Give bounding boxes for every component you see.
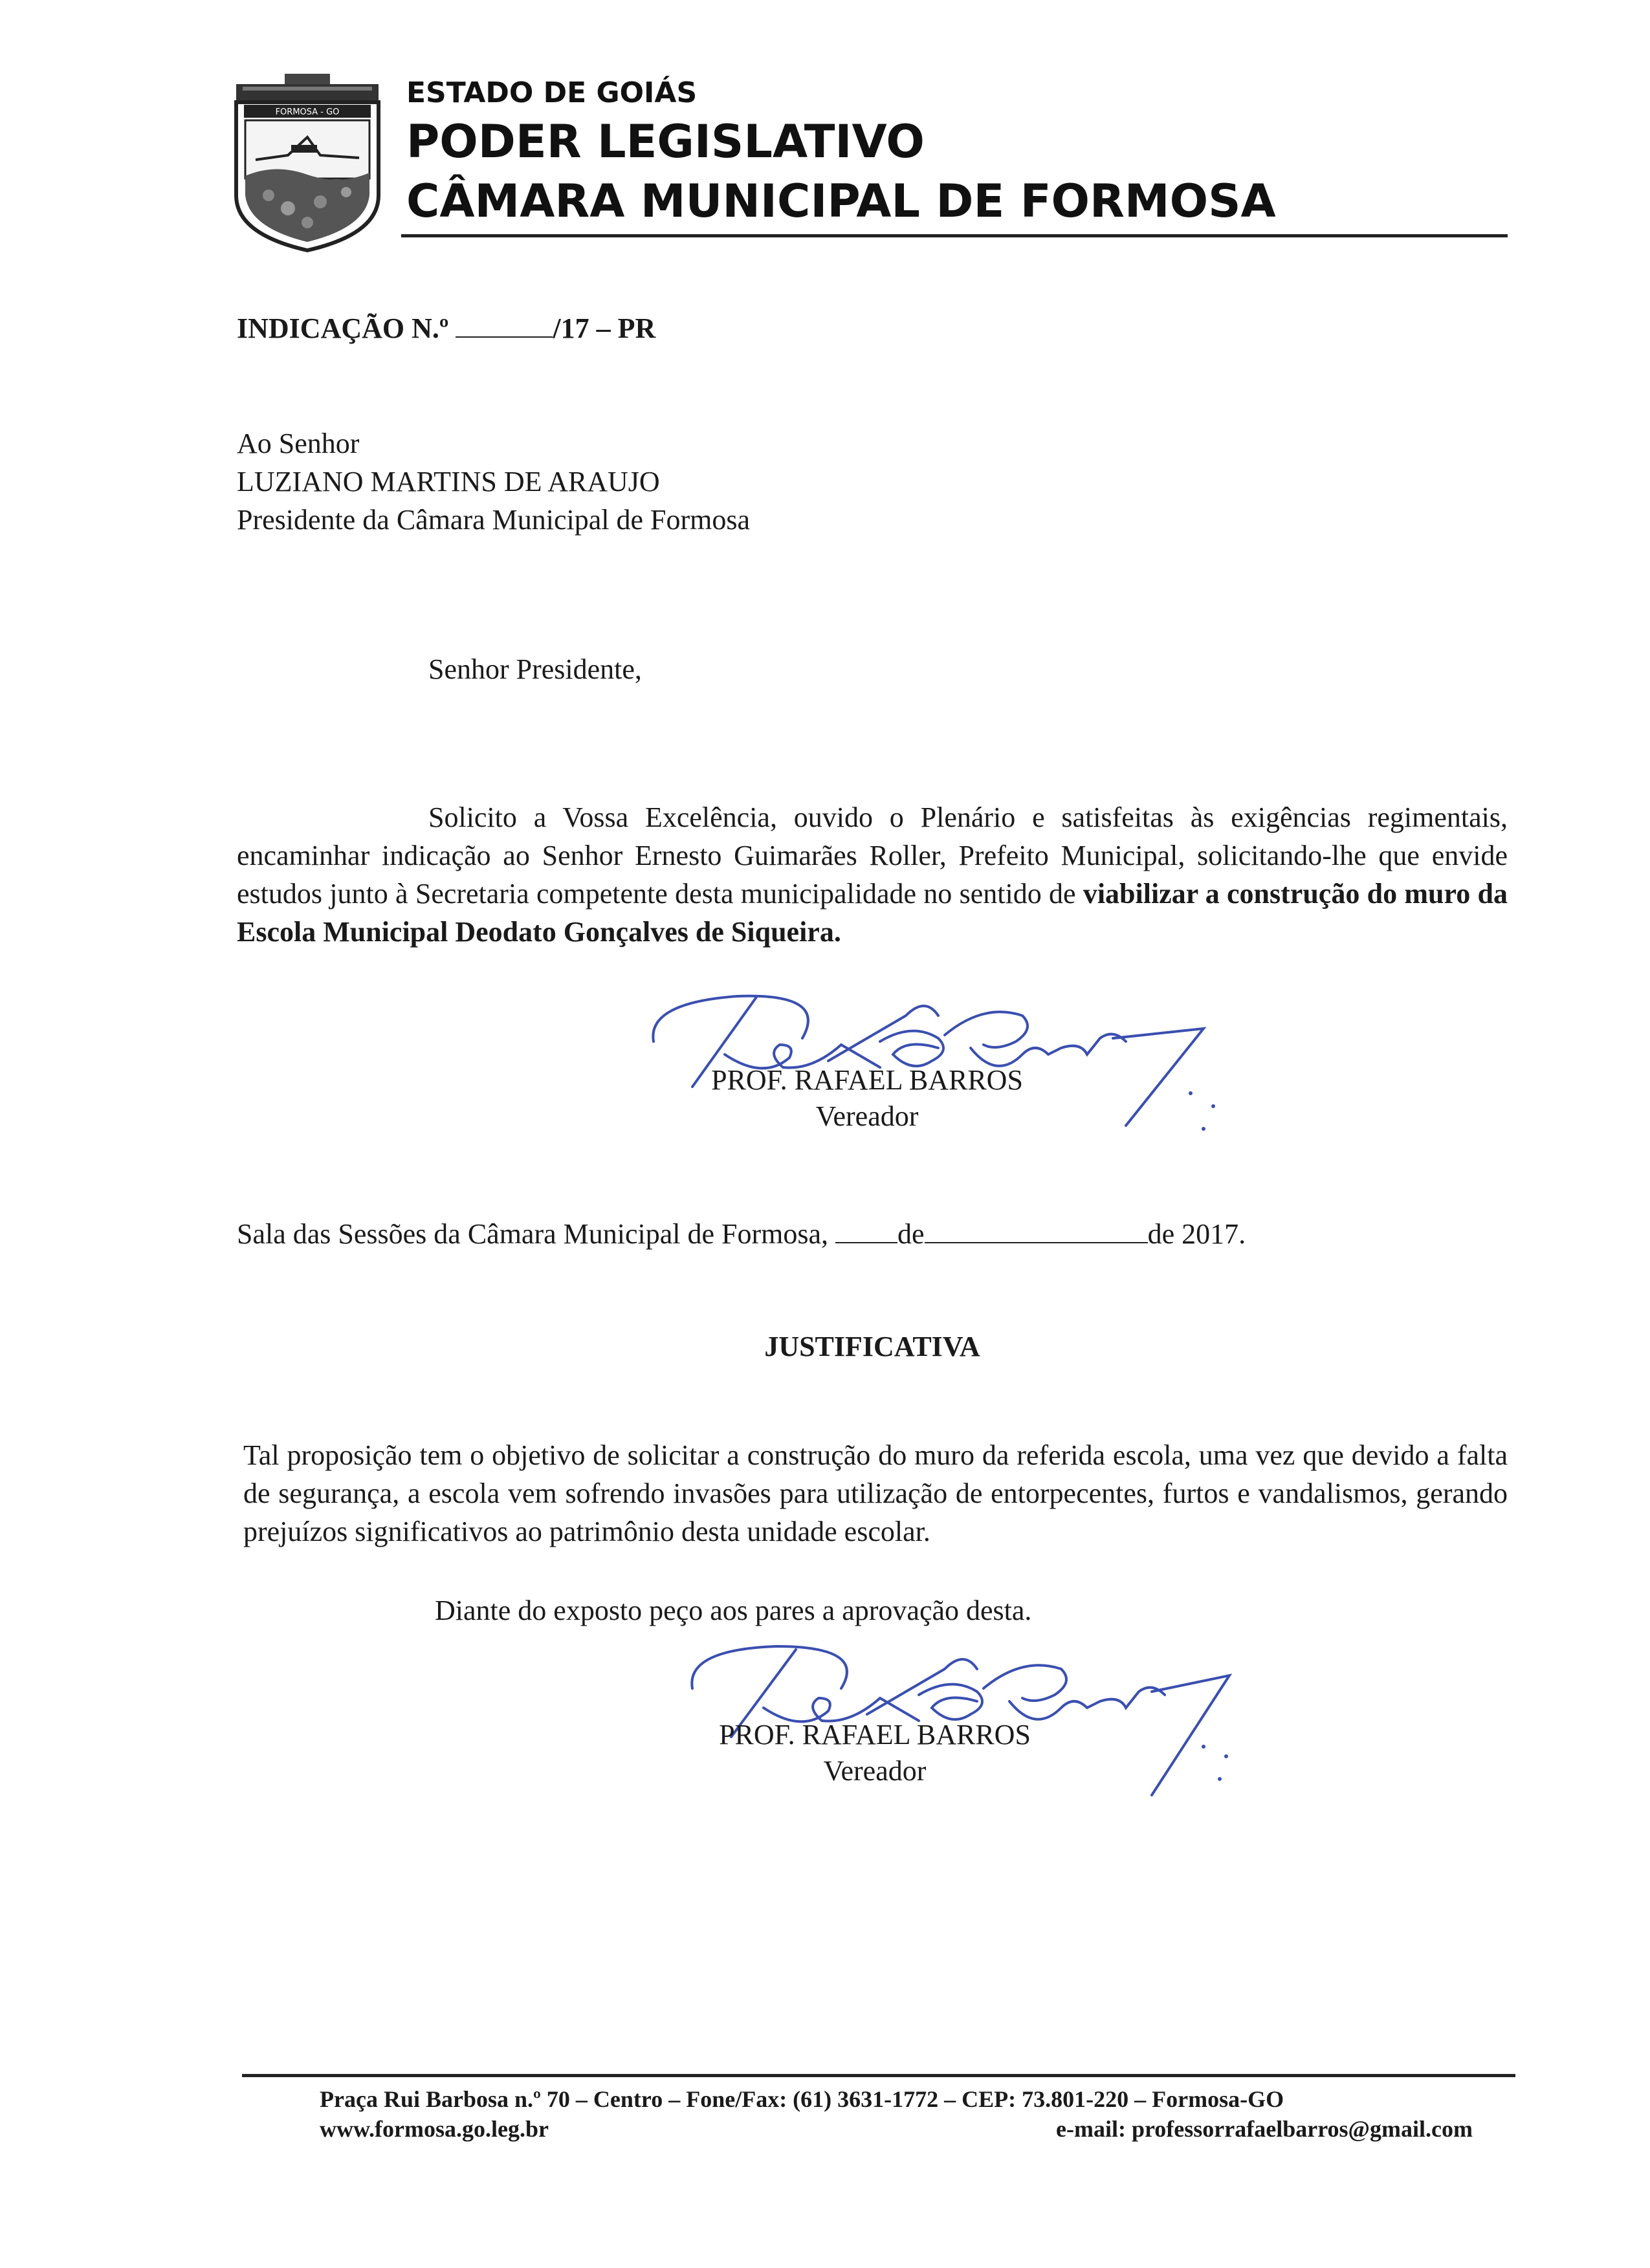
session-de: de (897, 1218, 925, 1250)
signature-1-name: PROF. RAFAEL BARROS (711, 1064, 1023, 1096)
session-prefix: Sala das Sessões da Câmara Municipal de Formosa, (237, 1218, 829, 1250)
indicacao-line (237, 309, 655, 347)
indicacao-number-blank (456, 311, 553, 338)
addressee-name: LUZIANO MARTINS DE ARAUJO (237, 466, 660, 497)
greeting: Senhor Presidente, (428, 653, 642, 685)
chamber-name: CÂMARA MUNICIPAL DE FORMOSA (406, 175, 1276, 228)
signature-2-block (681, 1717, 1069, 1789)
request-paragraph (237, 798, 1508, 951)
legislative-power: PODER LEGISLATIVO (406, 115, 925, 168)
indicacao-suffix: /17 – PR (553, 312, 656, 344)
session-day-blank (835, 1216, 897, 1243)
footer-address: Praça Rui Barbosa n.º 70 – Centro – Fone/Fax: (61) 3631-1772 – CEP: 73.801-220 – Formosa-GO (320, 2086, 1284, 2112)
closing-line: Diante do exposto peço aos pares a aprovação desta. (435, 1595, 1032, 1626)
session-year: de 2017. (1147, 1218, 1246, 1250)
request-bold: viabilizar a construção do muro da Escola Municipal Deodato Gonçalves de Siqueira. (237, 878, 1508, 948)
footer-email[interactable]: e-mail: professorrafaelbarros@gmail.com (1056, 2116, 1473, 2142)
footer-website[interactable]: www.formosa.go.leg.br (320, 2116, 549, 2142)
signature-2-name: PROF. RAFAEL BARROS (719, 1719, 1031, 1750)
addressee-salutation: Ao Senhor (237, 428, 360, 459)
crest-label: FORMOSA - GO (275, 107, 340, 117)
crest-icon (230, 72, 385, 254)
addressee-block (237, 424, 750, 539)
session-month-blank (925, 1216, 1148, 1243)
signature-2-title: Vereador (823, 1755, 927, 1787)
session-line (237, 1215, 1246, 1253)
request-text: Solicito a Vossa Excelência, ouvido o Plenário e satisfeitas às exigências regimentais, encaminhar indicação ao Senhor Ernesto Guimarães Roller, Prefeito Municipal, solicitando-lhe que envide estudos junto à Secretaria competente desta municipalidade no sentido de (237, 801, 1508, 910)
justificativa-paragraph: Tal proposição tem o objetivo de solicitar a construção do muro da referida escola, uma vez que devido a falta de segurança, a escola vem sofrendo invasões para utilização de entorpecentes, furtos e vandalismos, gerando prejuízos significativos ao patrimônio desta unidade escolar. (243, 1439, 1508, 1547)
municipal-crest (230, 72, 385, 254)
state-name: ESTADO DE GOIÁS (406, 76, 698, 109)
addressee-role: Presidente da Câmara Municipal de Formosa (237, 504, 751, 536)
indicacao-prefix: INDICAÇÃO N.º (237, 312, 449, 344)
header-rule (401, 234, 1508, 237)
footer-rule (242, 2074, 1515, 2077)
signature-1-block (673, 1062, 1061, 1135)
justificativa-heading: JUSTIFICATIVA (764, 1331, 980, 1362)
signature-1-title: Vereador (815, 1100, 919, 1132)
